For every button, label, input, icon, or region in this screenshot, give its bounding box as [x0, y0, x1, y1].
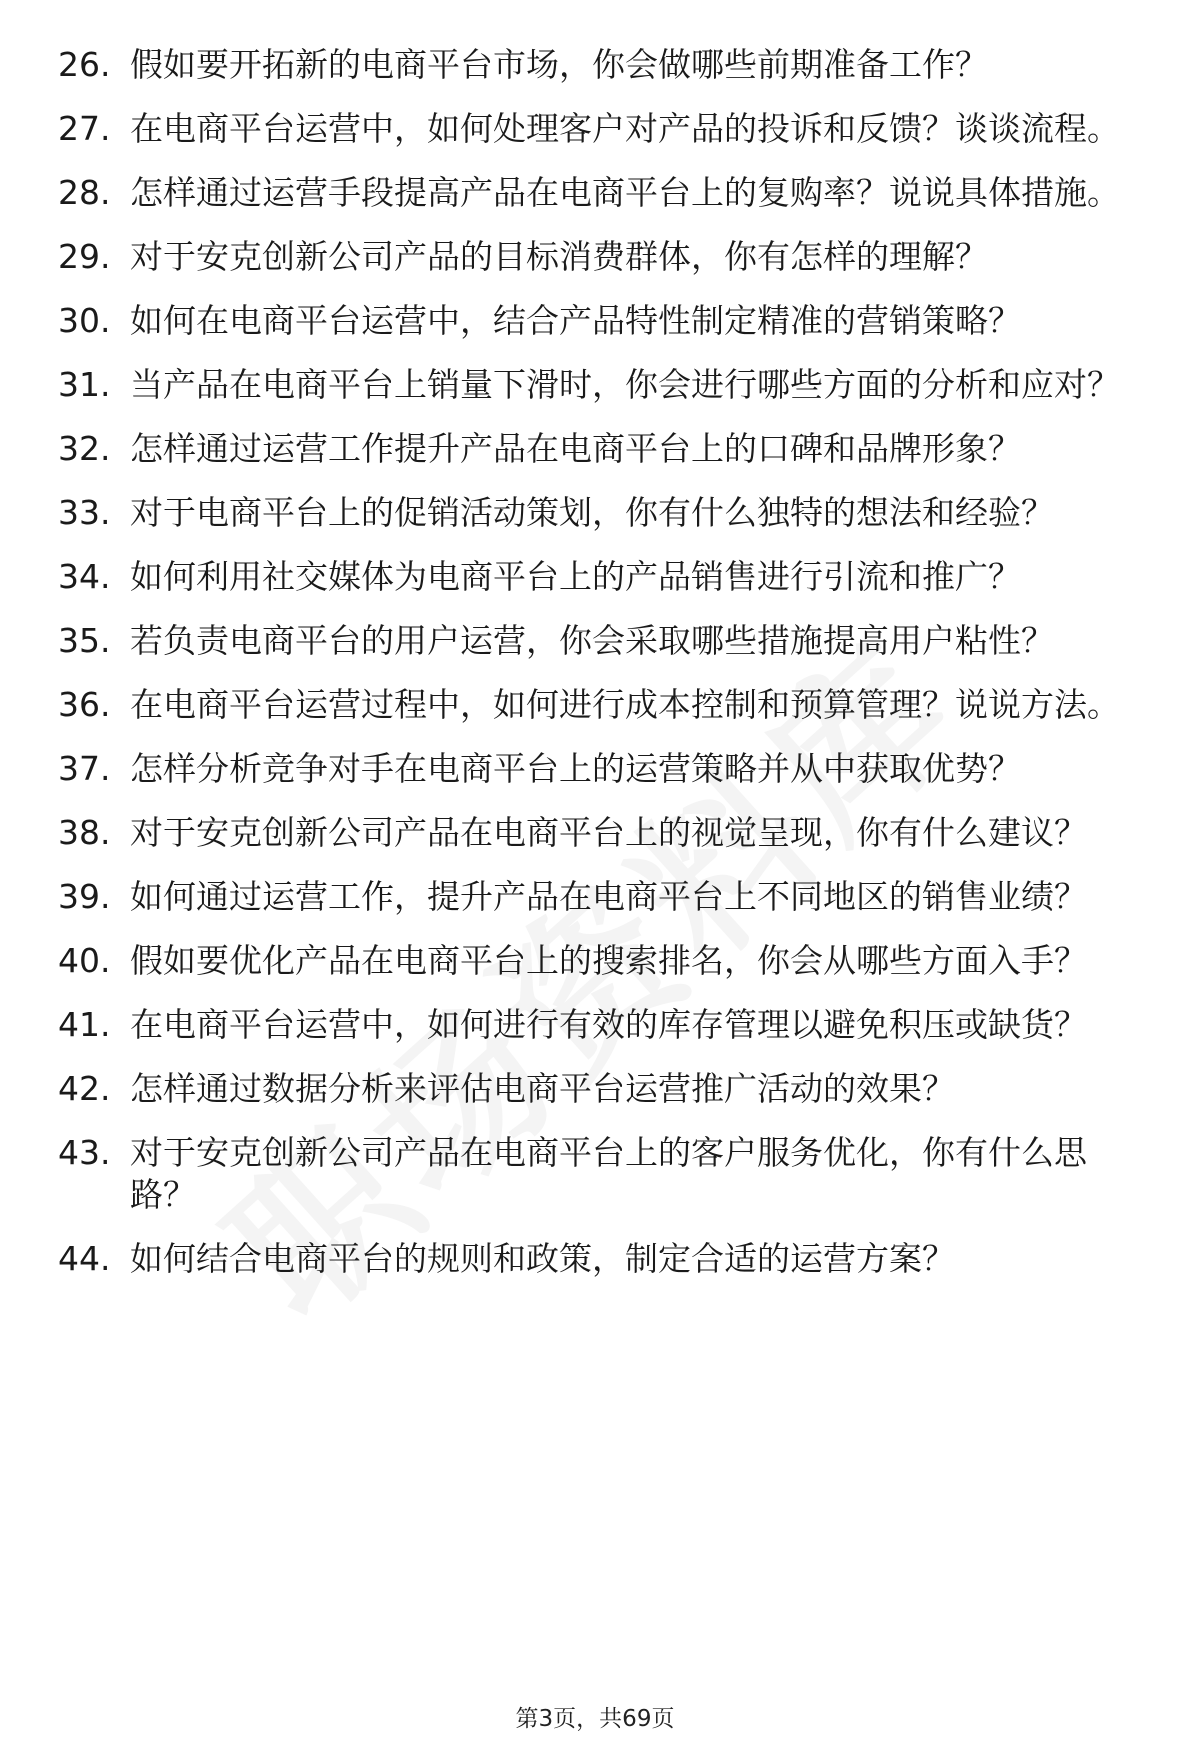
question-text: 怎样通过数据分析来评估电商平台运营推广活动的效果？: [130, 1069, 955, 1108]
question-number: 29.: [58, 237, 111, 276]
question-text: 如何结合电商平台的规则和政策，制定合适的运营方案？: [130, 1239, 955, 1278]
question-number: 33.: [58, 493, 111, 532]
question-number: 44.: [58, 1239, 111, 1278]
question-item-30: [58, 300, 1148, 342]
question-item-34: [58, 556, 1148, 598]
question-item-41: [58, 1004, 1148, 1046]
question-number: 37.: [58, 749, 111, 788]
question-text: 如何在电商平台运营中，结合产品特性制定精准的营销策略？: [130, 301, 1021, 340]
question-text: 若负责电商平台的用户运营，你会采取哪些措施提高用户粘性？: [130, 621, 1054, 660]
question-number: 43.: [58, 1133, 111, 1172]
question-text: 假如要优化产品在电商平台上的搜索排名，你会从哪些方面入手？: [130, 941, 1087, 980]
question-text: 怎样通过运营工作提升产品在电商平台上的口碑和品牌形象？: [130, 429, 1021, 468]
question-list: [58, 44, 1148, 1302]
page-footer: [0, 1700, 1190, 1733]
question-item-40: [58, 940, 1148, 982]
question-item-26: [58, 44, 1148, 86]
question-item-29: [58, 236, 1148, 278]
question-text: 对于安克创新公司产品在电商平台上的视觉呈现，你有什么建议？: [130, 813, 1087, 852]
question-number: 27.: [58, 109, 111, 148]
page-number-label: 第3页，共69页: [515, 1706, 675, 1732]
question-item-42: [58, 1068, 1148, 1110]
question-item-39: [58, 876, 1148, 918]
question-text: 在电商平台运营过程中，如何进行成本控制和预算管理？说说方法。: [130, 685, 1120, 724]
question-number: 26.: [58, 45, 111, 84]
question-item-33: [58, 492, 1148, 534]
question-text: 对于电商平台上的促销活动策划，你有什么独特的想法和经验？: [130, 493, 1054, 532]
question-text: 怎样分析竞争对手在电商平台上的运营策略并从中获取优势？: [130, 749, 1021, 788]
question-number: 38.: [58, 813, 111, 852]
question-text: 假如要开拓新的电商平台市场，你会做哪些前期准备工作？: [130, 45, 988, 84]
question-item-32: [58, 428, 1148, 470]
question-number: 40.: [58, 941, 111, 980]
question-number: 32.: [58, 429, 111, 468]
question-text: 在电商平台运营中，如何处理客户对产品的投诉和反馈？谈谈流程。: [130, 109, 1120, 148]
question-text: 对于安克创新公司产品的目标消费群体，你有怎样的理解？: [130, 237, 988, 276]
question-text: 怎样通过运营手段提高产品在电商平台上的复购率？说说具体措施。: [130, 173, 1120, 212]
question-number: 39.: [58, 877, 111, 916]
question-item-43: [58, 1132, 1148, 1216]
question-number: 28.: [58, 173, 111, 212]
question-text: 在电商平台运营中，如何进行有效的库存管理以避免积压或缺货？: [130, 1005, 1087, 1044]
question-item-36: [58, 684, 1148, 726]
question-item-27: [58, 108, 1148, 150]
question-item-38: [58, 812, 1148, 854]
question-text: 如何利用社交媒体为电商平台上的产品销售进行引流和推广？: [130, 557, 1021, 596]
question-number: 31.: [58, 365, 111, 404]
question-text: 当产品在电商平台上销量下滑时，你会进行哪些方面的分析和应对？: [130, 365, 1120, 404]
question-item-37: [58, 748, 1148, 790]
question-number: 41.: [58, 1005, 111, 1044]
question-item-28: [58, 172, 1148, 214]
question-number: 30.: [58, 301, 111, 340]
question-number: 42.: [58, 1069, 111, 1108]
question-item-35: [58, 620, 1148, 662]
question-text: 对于安克创新公司产品在电商平台上的客户服务优化，你有什么思路？: [130, 1133, 1087, 1214]
question-number: 36.: [58, 685, 111, 724]
question-item-44: [58, 1238, 1148, 1280]
question-number: 35.: [58, 621, 111, 660]
question-item-31: [58, 364, 1148, 406]
question-number: 34.: [58, 557, 111, 596]
question-text: 如何通过运营工作，提升产品在电商平台上不同地区的销售业绩？: [130, 877, 1087, 916]
